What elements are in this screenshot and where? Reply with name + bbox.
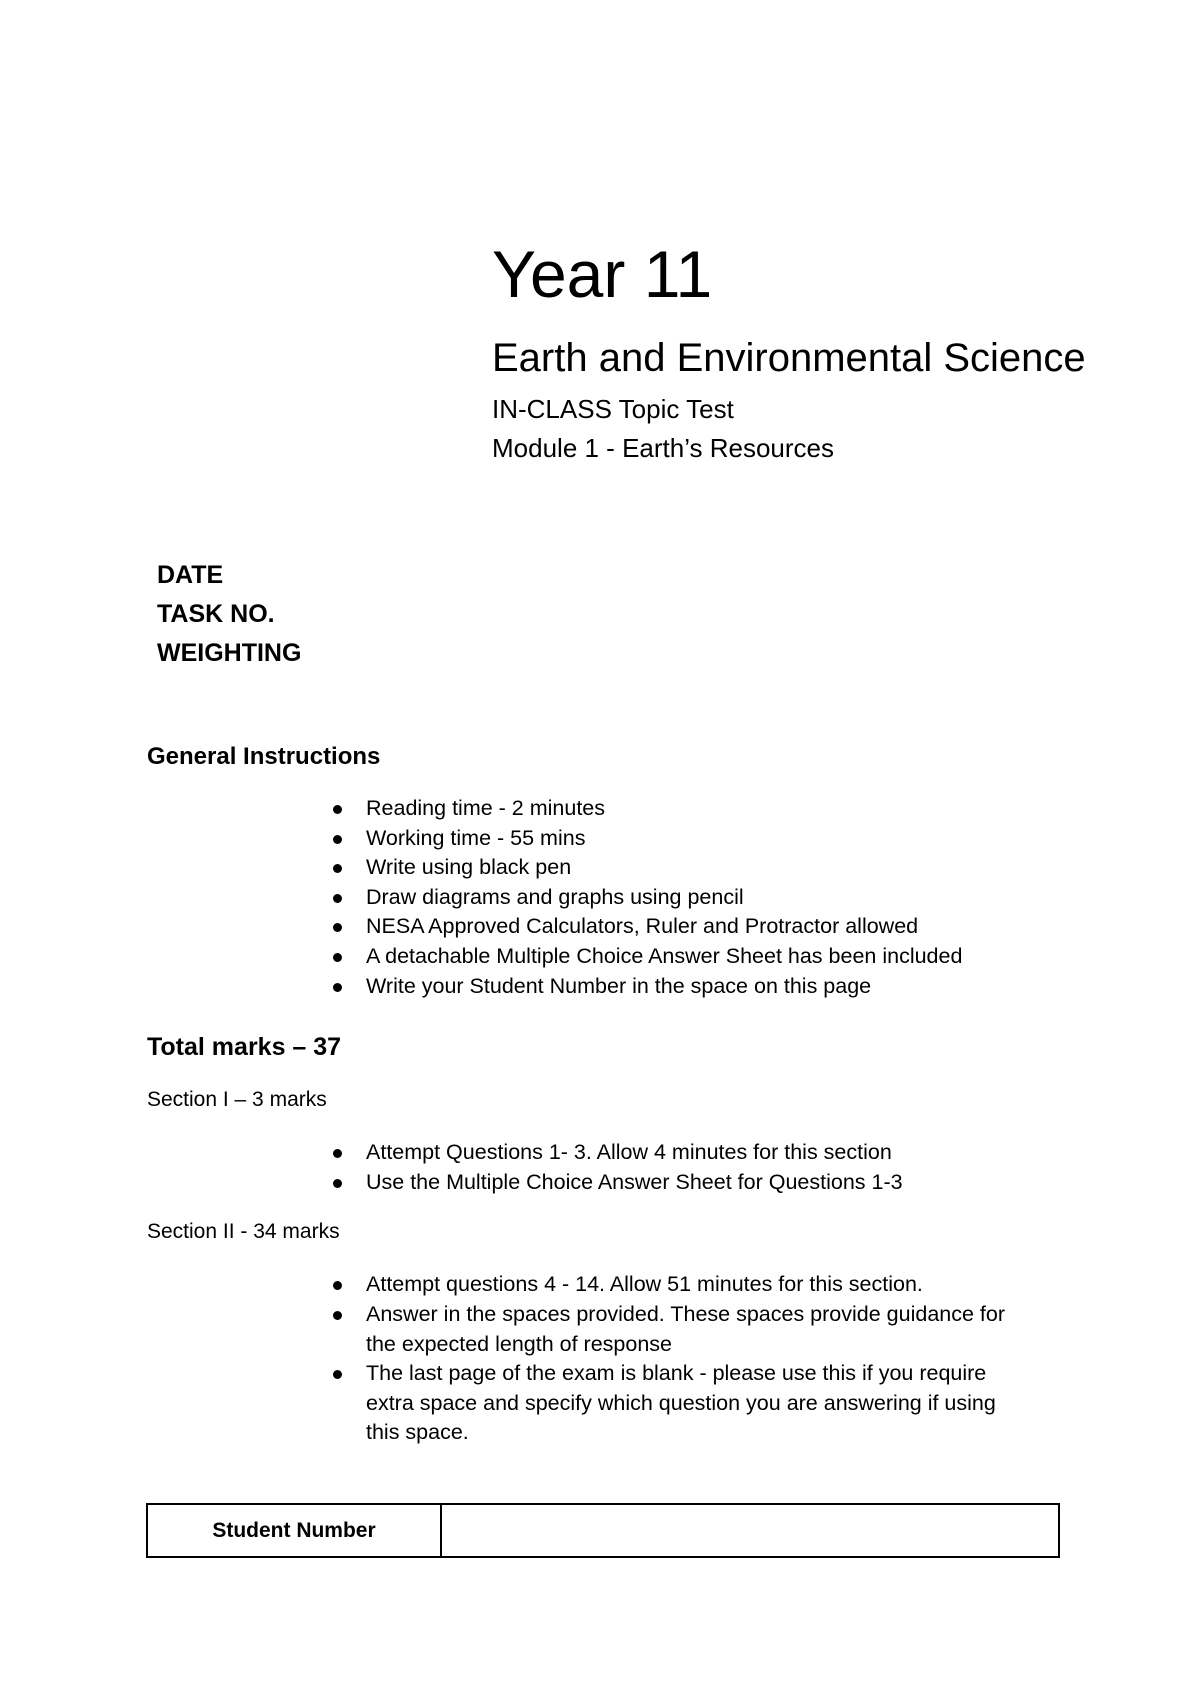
bullet-icon	[333, 894, 342, 903]
list-item: Use the Multiple Choice Answer Sheet for Questions 1-3	[366, 1168, 1007, 1198]
title-block	[492, 236, 1086, 468]
list-item: Write using black pen	[366, 853, 1007, 883]
bullet-icon	[333, 953, 342, 962]
list-item: Attempt questions 4 - 14. Allow 51 minutes for this section.	[366, 1270, 1007, 1300]
test-type: IN-CLASS Topic Test	[492, 394, 734, 424]
student-number-label: Student Number	[148, 1505, 442, 1556]
general-instructions-list	[147, 794, 1007, 1001]
task-number-label: TASK NO.	[157, 600, 275, 628]
list-item: Reading time - 2 minutes	[366, 794, 1007, 824]
general-instructions-heading: General Instructions	[147, 743, 381, 770]
bullet-icon	[333, 1281, 342, 1290]
bullet-icon	[333, 1311, 342, 1320]
bullet-icon	[333, 835, 342, 844]
module-title: Module 1 - Earth’s Resources	[492, 433, 835, 463]
list-item: The last page of the exam is blank - please use this if you require extra space and specify which question you are answering if using this space.	[366, 1359, 1007, 1448]
student-number-field[interactable]	[442, 1505, 1058, 1556]
bullet-icon	[333, 805, 342, 814]
student-number-table	[146, 1503, 1060, 1558]
section-1-label: Section I – 3 marks	[147, 1088, 327, 1112]
bullet-icon	[333, 1370, 342, 1379]
section-2-list	[147, 1270, 1007, 1448]
section-1-list	[147, 1138, 1007, 1197]
instructions-content	[147, 742, 1067, 1448]
list-item: Attempt Questions 1- 3. Allow 4 minutes for this section	[366, 1138, 1007, 1168]
list-item: Answer in the spaces provided. These spaces provide guidance for the expected length of response	[366, 1300, 1007, 1359]
list-item: Write your Student Number in the space on this page	[366, 972, 1007, 1002]
bullet-icon	[333, 923, 342, 932]
weighting-label: WEIGHTING	[157, 639, 302, 667]
total-marks-heading: Total marks – 37	[147, 1033, 342, 1062]
list-item: A detachable Multiple Choice Answer Sheet has been included	[366, 942, 1007, 972]
bullet-icon	[333, 864, 342, 873]
section-2-label: Section II - 34 marks	[147, 1220, 340, 1244]
bullet-icon	[333, 983, 342, 992]
list-item: Draw diagrams and graphs using pencil	[366, 883, 1007, 913]
subject-title: Earth and Environmental Science	[492, 336, 1086, 380]
bullet-icon	[333, 1149, 342, 1158]
bullet-icon	[333, 1179, 342, 1188]
list-item: NESA Approved Calculators, Ruler and Protractor allowed	[366, 912, 1007, 942]
list-item: Working time - 55 mins	[366, 824, 1007, 854]
task-meta	[157, 556, 301, 673]
date-label: DATE	[157, 561, 224, 589]
year-title: Year 11	[492, 237, 713, 311]
